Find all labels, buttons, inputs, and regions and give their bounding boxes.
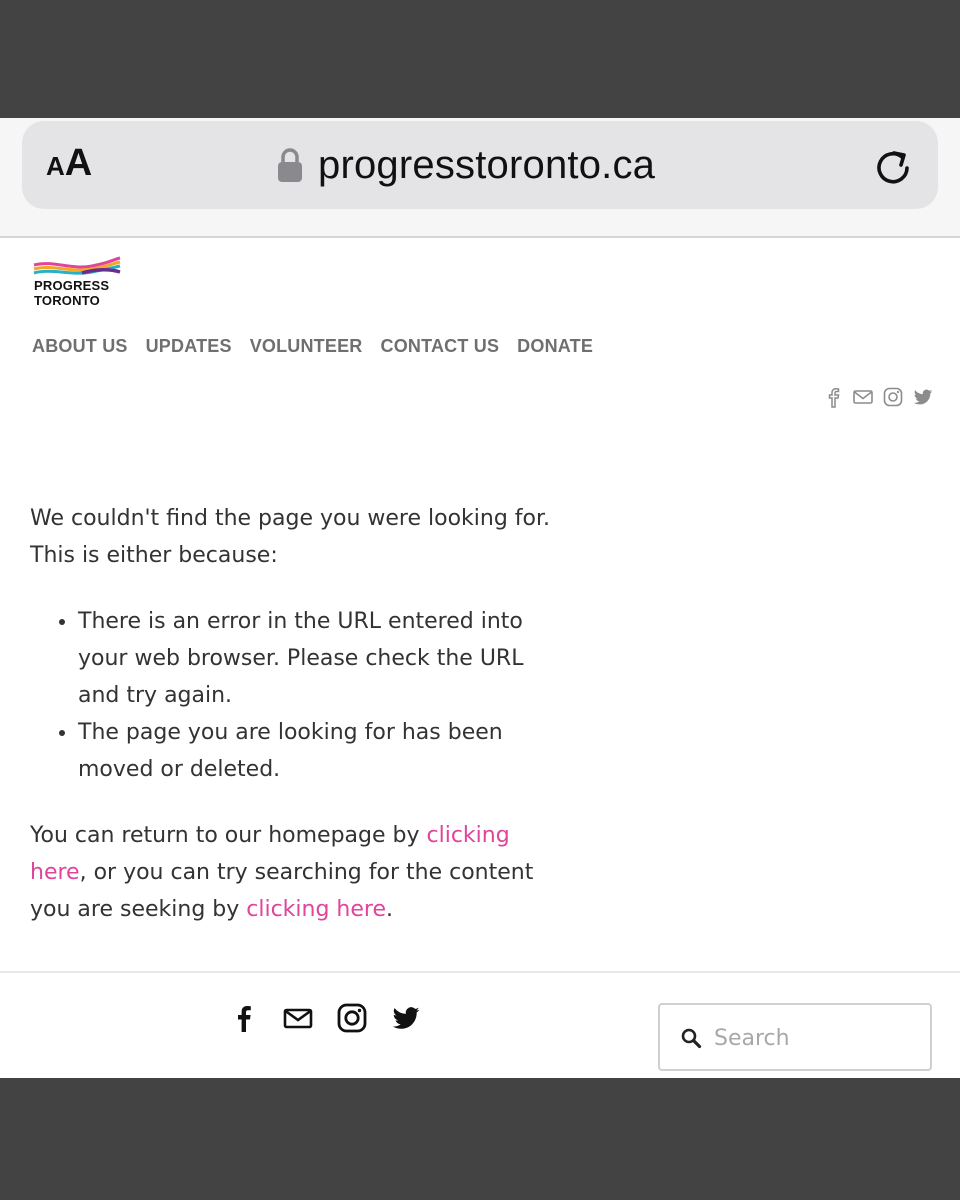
phone-screen <box>0 118 960 1078</box>
reload-icon[interactable] <box>872 145 914 187</box>
return-prefix: You can return to our homepage by <box>30 823 427 848</box>
reason-item: • There is an error in the URL entered into your web browser. Please check the URL and try again. <box>78 603 570 714</box>
lock-icon <box>277 147 303 183</box>
search-icon <box>680 1027 702 1049</box>
search-middle-text: , or you can try searching for the content you are seeking by <box>30 860 534 922</box>
search-box[interactable] <box>658 1003 932 1071</box>
footer-divider <box>0 971 960 973</box>
facebook-icon[interactable] <box>822 386 844 408</box>
top-frame-band <box>0 0 960 118</box>
bottom-frame-band <box>0 1078 960 1200</box>
text-size-big-label: A <box>64 142 93 184</box>
mail-icon[interactable] <box>282 1002 314 1034</box>
facebook-icon[interactable] <box>228 1002 260 1034</box>
nav-item-volunteer[interactable]: VOLUNTEER <box>249 336 363 356</box>
nav-item-contact-us[interactable]: CONTACT US <box>380 336 500 356</box>
main-nav <box>32 336 611 357</box>
footer-social-links <box>228 1002 422 1034</box>
text-size-button[interactable] <box>46 143 92 191</box>
end-period: . <box>386 897 394 922</box>
browser-toolbar <box>0 118 960 238</box>
reason-list <box>78 603 570 788</box>
return-text <box>30 817 570 928</box>
twitter-icon[interactable] <box>390 1002 422 1034</box>
mail-icon[interactable] <box>852 386 874 408</box>
nav-item-updates[interactable]: UPDATES <box>145 336 232 356</box>
nav-item-donate[interactable]: DONATE <box>517 336 594 356</box>
search-link[interactable]: clicking here <box>246 897 387 922</box>
logo-line-2: TORONTO <box>34 293 100 308</box>
instagram-icon[interactable] <box>882 386 904 408</box>
reason-item: • The page you are looking for has been moved or deleted. <box>78 714 570 788</box>
url-text[interactable]: progresstoronto.ca <box>318 143 656 187</box>
error-message <box>30 500 570 928</box>
address-bar[interactable] <box>22 121 938 209</box>
nav-item-about-us[interactable]: ABOUT US <box>32 336 128 356</box>
logo-text[interactable] <box>34 278 109 308</box>
instagram-icon[interactable] <box>336 1002 368 1034</box>
text-size-small-label: A <box>46 151 65 181</box>
twitter-icon[interactable] <box>912 386 934 408</box>
search-input[interactable] <box>714 1019 914 1057</box>
header-social-links <box>822 386 934 408</box>
intro-text: We couldn't find the page you were looking for. This is either because: <box>30 506 551 568</box>
homepage-link[interactable]: clicking here <box>30 823 510 885</box>
logo-line-1: PROGRESS <box>34 278 110 293</box>
